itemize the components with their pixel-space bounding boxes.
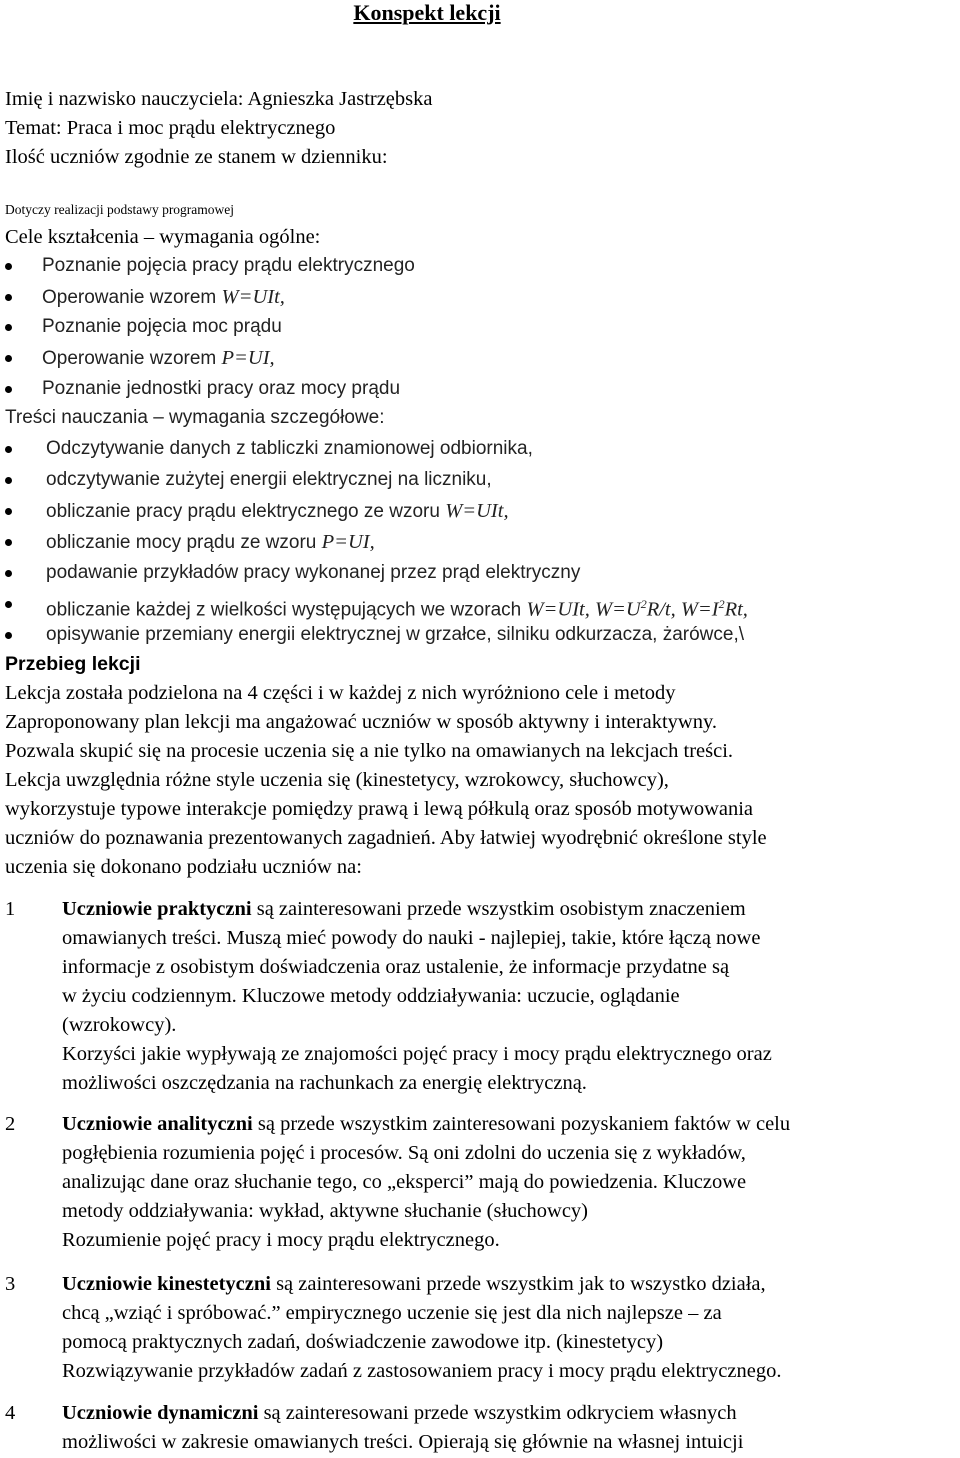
bullet-icon <box>5 355 12 362</box>
bullet-icon <box>5 386 12 393</box>
group-first-line: Uczniowie kinestetyczni są zainteresowani przede wszystkim jak to wszystko działa, <box>62 1273 766 1295</box>
group-line: w życiu codziennym. Kluczowe metody oddziaływania: uczucie, oglądanie <box>62 985 680 1007</box>
detailed-requirements-heading: Treści nauczania – wymagania szczegółowe: <box>5 407 385 428</box>
paragraph-line: uczniów do poznawania prezentowanych zagadnień. Aby łatwiej wyodrębnić określone style <box>5 827 767 849</box>
bullet-icon <box>5 324 12 331</box>
bullet-icon <box>5 477 12 484</box>
general-goals-heading: Cele kształcenia – wymagania ogólne: <box>5 226 321 248</box>
list-item: Poznanie pojęcia pracy prądu elektrycznego <box>42 255 415 276</box>
group-number: 2 <box>5 1113 16 1135</box>
list-item: Odczytywanie danych z tabliczki znamionowej odbiornika, <box>46 438 533 459</box>
group-line: pomocą praktycznych zadań, doświadczenie zawodowe itp. (kinestetycy) <box>62 1331 664 1353</box>
group-line: (wzrokowcy). <box>62 1014 177 1036</box>
list-item: Poznanie jednostki pracy oraz mocy prądu <box>42 378 401 399</box>
paragraph-line: Zaproponowany plan lekcji ma angażować uczniów w sposób aktywny i interaktywny. <box>5 711 717 733</box>
list-item: odczytywanie zużytej energii elektrycznej na liczniku, <box>46 469 492 490</box>
group-number: 3 <box>5 1273 16 1295</box>
document-title: Konspekt lekcji <box>353 0 501 25</box>
group-line: Rozwiązywanie przykładów zadań z zastosowaniem pracy i mocy prądu elektrycznego. <box>62 1360 782 1382</box>
teacher-name: Imię i nazwisko nauczyciela: Agnieszka Jastrzębska <box>5 88 433 110</box>
group-first-line: Uczniowie analityczni są przede wszystkim zainteresowani pozyskaniem faktów w celu <box>62 1113 791 1135</box>
bullet-icon <box>5 508 12 515</box>
group-line: Rozumienie pojęć pracy i mocy prądu elektrycznego. <box>62 1229 500 1251</box>
list-item: obliczanie pracy prądu elektrycznego ze wzoru W=UIt, <box>46 500 509 522</box>
group-number: 1 <box>5 898 16 920</box>
list-item: Poznanie pojęcia moc prądu <box>42 316 282 337</box>
bullet-icon <box>5 632 12 639</box>
paragraph-line: uczenia się dokonano podziału uczniów na: <box>5 856 362 878</box>
list-item: obliczanie każdej z wielkości występujących we wzorach W=UIt, $W=U^2R/t$, $W=I^2Rt$, <box>46 597 748 621</box>
group-line: omawianych treści. Muszą mieć powody do nauki - najlepiej, takie, które łączą nowe <box>62 927 761 949</box>
list-item: obliczanie mocy prądu ze wzoru P=UI, <box>46 531 375 553</box>
group-line: pogłębienia rozumienia pojęć i procesów. Są oni zdolni do uczenia się z wykładów, <box>62 1142 746 1164</box>
group-line: chcą „wziąć i spróbować.” empirycznego uczenie się jest dla nich najlepsze – za <box>62 1302 722 1324</box>
bullet-icon <box>5 446 12 453</box>
group-line: możliwości w zakresie omawianych treści. Opierają się głównie na własnej intuicji <box>62 1431 744 1453</box>
paragraph-line: Lekcja uwzględnia różne style uczenia się (kinestetycy, wzrokowcy, słuchowcy), <box>5 769 669 791</box>
curriculum-basis: Dotyczy realizacji podstawy programowej <box>5 202 235 217</box>
list-item: opisywanie przemiany energii elektrycznej w grzałce, silniku odkurzacza, żarówce,\ <box>46 624 745 645</box>
group-first-line: Uczniowie praktyczni są zainteresowani przede wszystkim osobistym znaczeniem <box>62 898 746 920</box>
group-line: metody oddziaływania: wykład, aktywne słuchanie (słuchowcy) <box>62 1200 589 1222</box>
group-line: Korzyści jakie wypływają ze znajomości pojęć pracy i mocy prądu elektrycznego oraz <box>62 1043 772 1065</box>
paragraph-line: Pozwala skupić się na procesie uczenia się a nie tylko na omawianych na lekcjach treści. <box>5 740 734 762</box>
paragraph-line: wykorzystuje typowe interakcje pomiędzy prawą i lewą półkulą oraz sposób motywowania <box>5 798 754 820</box>
course-heading: Przebieg lekcji <box>5 653 141 675</box>
bullet-icon <box>5 601 12 608</box>
list-item: podawanie przykładów pracy wykonanej przez prąd elektryczny <box>46 562 581 583</box>
bullet-icon <box>5 263 12 270</box>
lesson-topic: Temat: Praca i moc prądu elektrycznego <box>5 117 336 139</box>
group-line: możliwości oszczędzania na rachunkach za energię elektryczną. <box>62 1072 587 1094</box>
bullet-icon <box>5 570 12 577</box>
list-item: Operowanie wzorem P=UI, <box>42 347 275 369</box>
paragraph-line: Lekcja została podzielona na 4 części i w każdej z nich wyróżniono cele i metody <box>5 682 676 704</box>
group-first-line: Uczniowie dynamiczni są zainteresowani przede wszystkim odkryciem własnych <box>62 1402 737 1424</box>
bullet-icon <box>5 294 12 301</box>
group-line: analizując dane oraz słuchanie tego, co „eksperci” mają do powiedzenia. Kluczowe <box>62 1171 747 1193</box>
student-count: Ilość uczniów zgodnie ze stanem w dzienniku: <box>5 146 388 168</box>
bullet-icon <box>5 539 12 546</box>
group-line: informacje z osobistym doświadczenia oraz ustalenie, że informacje przydatne są <box>62 956 730 978</box>
group-number: 4 <box>5 1402 16 1424</box>
list-item: Operowanie wzorem W=UIt, <box>42 286 285 308</box>
